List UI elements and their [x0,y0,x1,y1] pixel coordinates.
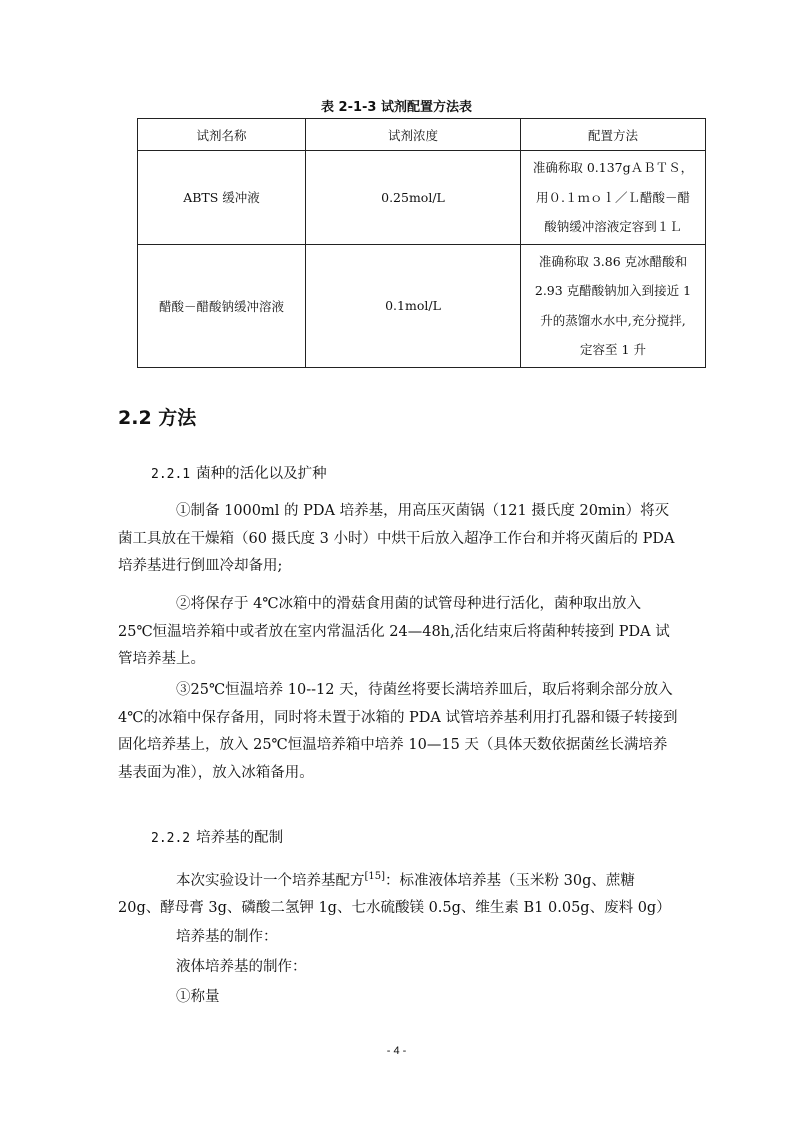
header-concentration: 试剂浓度 [306,119,521,151]
section-heading: 2.2 方法 [118,407,197,429]
subsection-heading [151,826,283,847]
method-line: 用０.１ｍｏｌ／Ｌ醋酸－醋 [536,189,690,205]
reagent-name-cell: ABTS 缓冲液 [138,151,306,245]
table-header-row [138,119,706,151]
method-line: 准确称取 3.86 克冰醋酸和 [538,253,688,269]
method-line: 准确称取 0.137gＡＢＴＳ， [532,160,694,175]
method-line: 升的蒸馏水水中,充分搅拌, [540,312,686,328]
header-reagent-name: 试剂名称 [138,119,306,151]
citation: [15] [364,871,386,882]
method-line: 酸钠缓冲溶液定容到１Ｌ [544,219,682,234]
method-line: 定容至 1 升 [580,342,646,357]
table-row [138,244,706,367]
paragraph-text: 本次实验设计一个培养基配方 [176,872,365,889]
concentration-cell: 0.1mol/L [306,244,521,367]
paragraph: ②将保存于 4℃冰箱中的滑菇食用菌的试管母种进行活化，菌种取出放入 25℃恒温培养箱中或者放在室内常温活化 24—48h,活化结束后将菌种转接到 PDA 试管培养基上。 [118,596,670,667]
text-line: 液体培养基的制作： [176,959,307,975]
subsection-title: 培养基的配制 [196,830,284,846]
subsection-number: 2.2.1 [151,467,191,482]
page-number: - 4 - [386,1045,407,1057]
reagent-name-cell: 醋酸－醋酸钠缓冲溶液 [138,244,306,367]
method-cell [521,151,706,245]
method-line: 2.93 克醋酸钠加入到接近 1 [534,283,692,298]
reagent-table [137,118,706,368]
paragraph [118,863,678,923]
table-row [138,151,706,245]
paragraph-text: ：标准液体培养基（玉米粉 30g、蔗糖 20g、酵母膏 3g、磷酸二氢钾 1g、七水硫酸镁 0.5g、维生素 B1 0.05g、废料 0g） [118,872,671,917]
header-method: 配置方法 [521,119,706,151]
subsection-heading [151,462,327,483]
method-cell [521,244,706,367]
concentration-cell: 0.25mol/L [306,151,521,245]
paragraph: ③25℃恒温培养 10--12 天，待菌丝将要长满培养皿后，取后将剩余部分放入 4℃的冰箱中保存备用，同时将未置于冰箱的 PDA 试管培养基利用打孔器和镊子转接到固化培养基上，放入 25℃恒温培养箱中培养 10—15 天（具体天数依据菌丝长满培养基表面为准），放入冰箱备用。 [118,682,678,781]
text-line: ①称量 [176,989,220,1005]
subsection-title: 菌种的活化以及扩种 [196,466,327,482]
text-line: 培养基的制作： [176,929,278,945]
paragraph: ①制备 1000ml 的 PDA 培养基，用高压灭菌锅（121 摄氏度 20min）将灭菌工具放在干燥箱（60 摄氏度 3 小时）中烘干后放入超净工作台和并将灭菌后的 PDA 培养基进行倒皿冷却备用; [118,503,675,574]
table-caption: 表 2-1-3 试剂配置方法表 [321,100,472,115]
subsection-number: 2.2.2 [151,831,191,846]
